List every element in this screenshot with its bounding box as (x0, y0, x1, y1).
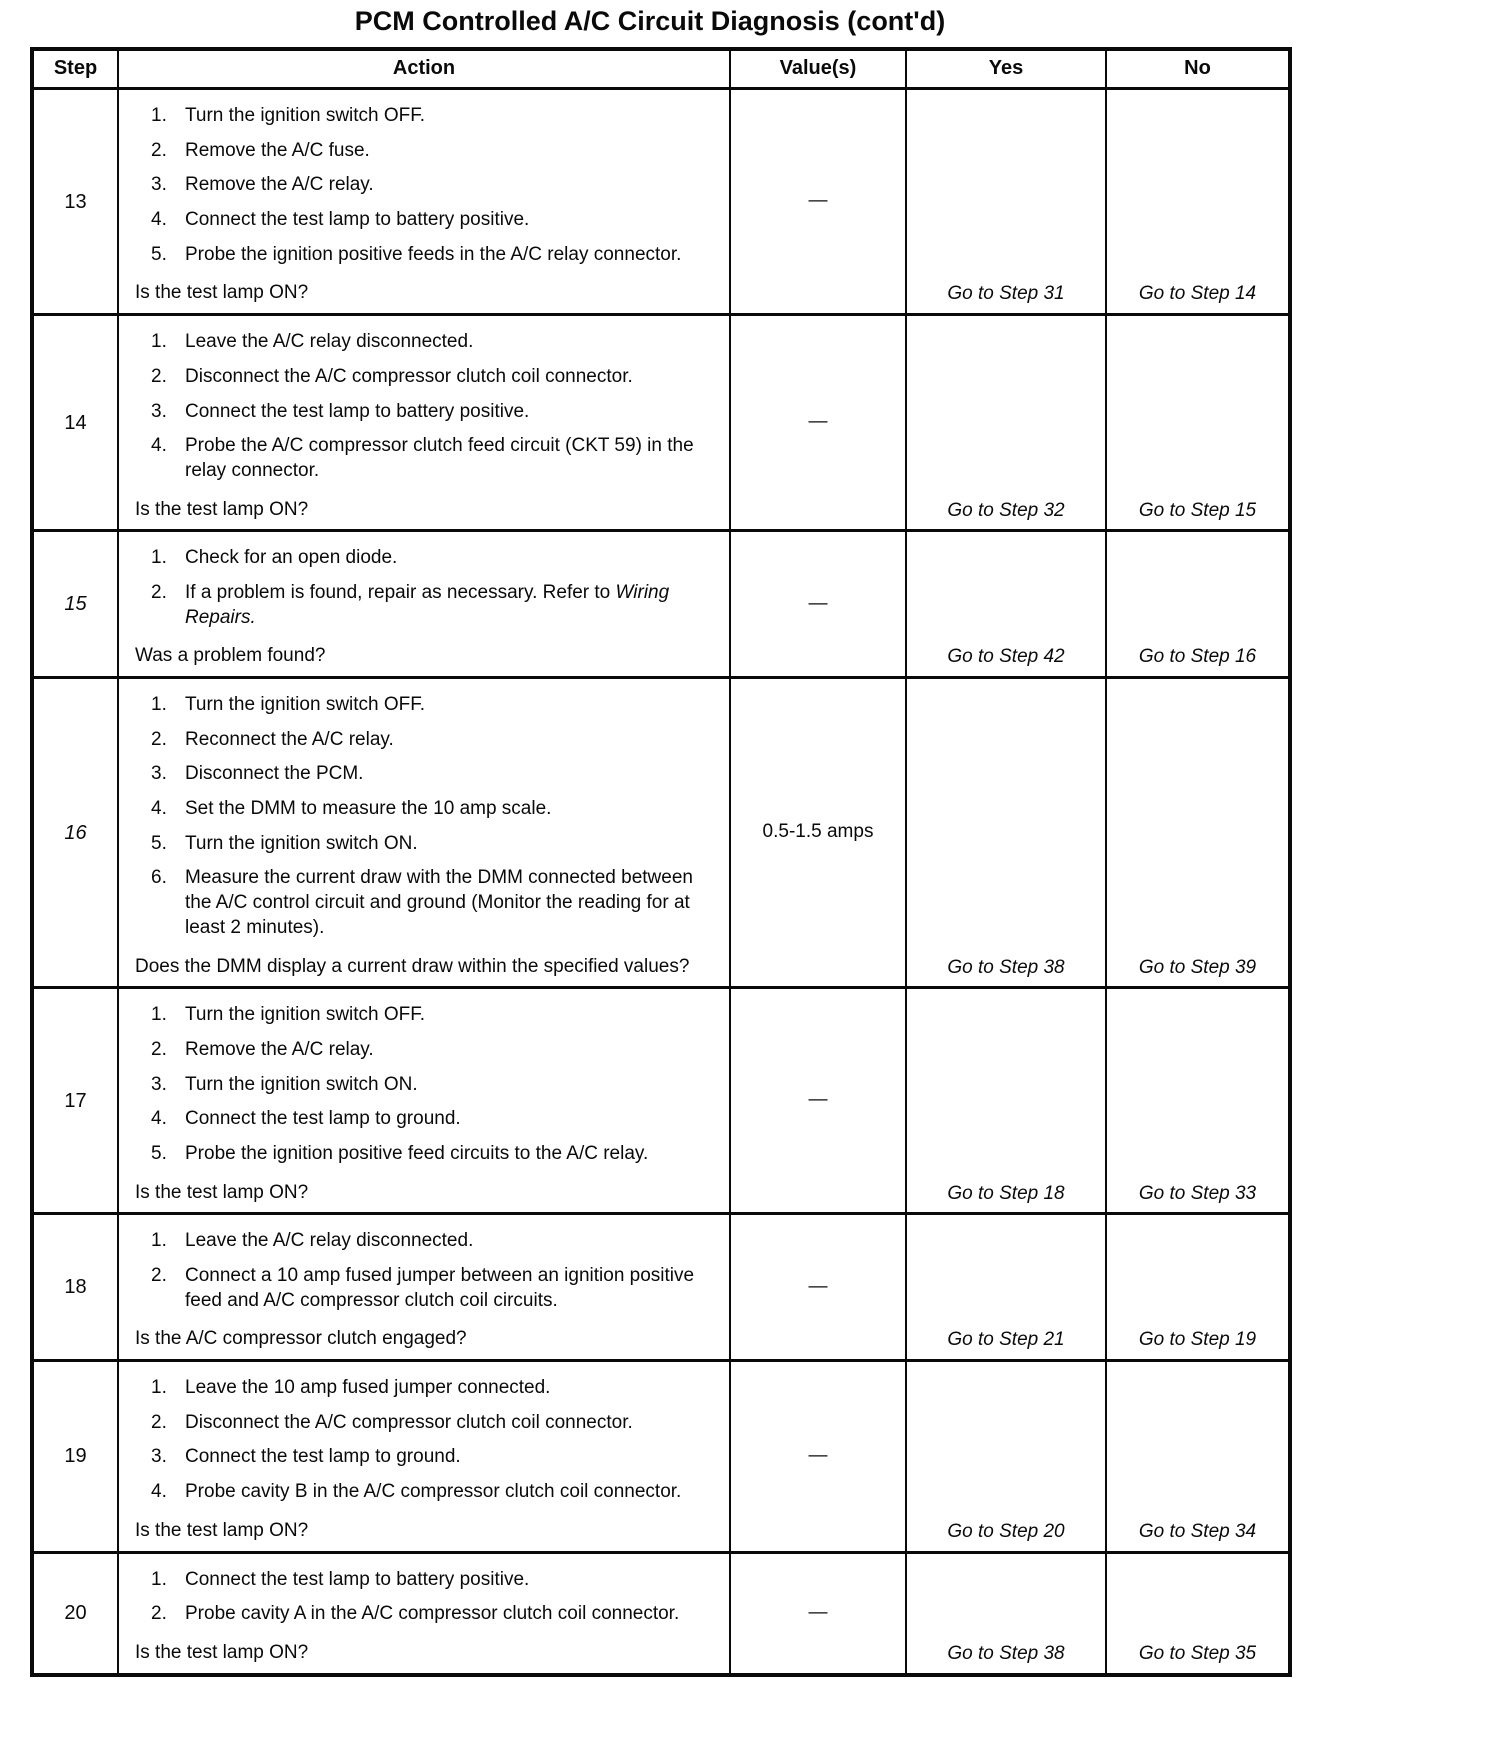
action-text: Probe the ignition positive feeds in the A/C relay connector. (185, 243, 682, 265)
value-cell: — (731, 1362, 907, 1550)
action-item (135, 866, 721, 940)
header-step: Step (34, 51, 119, 87)
action-number: 2. (151, 1265, 167, 1286)
action-number: 3. (151, 1073, 167, 1095)
action-text: Turn the ignition switch ON. (185, 832, 418, 854)
table-row (34, 316, 1288, 532)
action-text: Check for an open diode. (185, 547, 398, 569)
action-text: Leave the 10 amp fused jumper connected. (185, 1377, 551, 1399)
action-number: 5. (151, 243, 167, 265)
table-row (34, 1554, 1288, 1673)
action-number: 5. (151, 832, 167, 854)
table-row (34, 679, 1288, 989)
action-item (135, 365, 721, 390)
action-number: 1. (151, 331, 167, 353)
no-cell: Go to Step 14 (1138, 283, 1257, 305)
action-item (135, 330, 721, 355)
action-text: Connect the test lamp to battery positive. (185, 1568, 530, 1590)
action-item (135, 1107, 721, 1132)
action-number: 1. (151, 105, 167, 126)
step-cell (34, 989, 119, 1212)
table-row (34, 90, 1288, 316)
action-number: 3. (151, 1446, 167, 1468)
action-cell (119, 989, 731, 1212)
table-row (34, 989, 1288, 1215)
action-item (135, 762, 721, 787)
value-cell: — (731, 989, 907, 1212)
action-number: 2. (151, 581, 167, 603)
yes-cell: Go to Step 20 (907, 1362, 1107, 1550)
no-cell: Go to Step 19 (1138, 1329, 1257, 1351)
action-item (135, 546, 721, 571)
action-text: Disconnect the PCM. (185, 763, 364, 785)
action-text: Disconnect the A/C compressor clutch coil connector. (185, 365, 633, 387)
yes-cell: Go to Step 21 (907, 1215, 1107, 1359)
question-text: Was a problem found? (135, 645, 326, 667)
step-cell (34, 1554, 119, 1673)
table-header-row (34, 51, 1288, 90)
value-cell: — (731, 532, 907, 676)
step-number: 17 (64, 1089, 87, 1112)
question-text: Is the A/C compressor clutch engaged? (135, 1328, 467, 1350)
yes-cell: Go to Step 18 (907, 989, 1107, 1212)
action-item (135, 1142, 721, 1167)
table-body (34, 90, 1288, 1673)
action-item (135, 581, 721, 630)
yes-cell: Go to Step 38 (907, 1554, 1107, 1673)
yes-cell: Go to Step 32 (907, 316, 1107, 529)
question-text: Is the test lamp ON? (135, 1181, 309, 1203)
table-row (34, 1362, 1288, 1553)
action-number: 2. (151, 1411, 167, 1433)
action-item (135, 434, 721, 483)
diagnosis-table (30, 47, 1292, 1677)
action-text: Turn the ignition switch OFF. (185, 1004, 426, 1026)
action-item (135, 832, 721, 857)
action-text: Set the DMM to measure the 10 amp scale. (185, 798, 552, 820)
step-cell (34, 316, 119, 529)
action-item (135, 1480, 721, 1505)
page-title: PCM Controlled A/C Circuit Diagnosis (cont'd) (354, 6, 946, 36)
action-item (135, 243, 721, 268)
action-item (135, 1073, 721, 1098)
action-text: Leave the A/C relay disconnected. (185, 331, 474, 353)
action-number: 3. (151, 174, 167, 196)
step-cell (34, 90, 119, 313)
yes-cell: Go to Step 38 (907, 679, 1107, 986)
action-item (135, 104, 721, 129)
step-number: 19 (64, 1445, 87, 1468)
action-number: 2. (151, 365, 167, 387)
action-number: 3. (151, 400, 167, 422)
value-cell: — (731, 90, 907, 313)
step-cell (34, 1362, 119, 1550)
action-text: Disconnect the A/C compressor clutch coil connector. (185, 1411, 633, 1433)
action-number: 2. (151, 728, 167, 750)
action-text: Reconnect the A/C relay. (185, 728, 394, 750)
action-cell (119, 1362, 731, 1550)
action-cell (119, 679, 731, 986)
action-item (135, 728, 721, 753)
action-item (135, 797, 721, 822)
action-item (135, 208, 721, 233)
action-item (135, 1038, 721, 1063)
action-number: 1. (151, 1568, 167, 1590)
header-yes: Yes (907, 51, 1107, 87)
action-cell (119, 1554, 731, 1673)
action-number: 3. (151, 763, 167, 785)
action-text: Turn the ignition switch OFF. (185, 105, 426, 126)
value-cell: 0.5-1.5 amps (731, 679, 907, 986)
action-text: Probe the A/C compressor clutch feed circuit (CKT 59) in the relay connector. (185, 435, 694, 481)
action-item (135, 1229, 721, 1254)
yes-cell: Go to Step 42 (907, 532, 1107, 676)
no-cell: Go to Step 34 (1138, 1520, 1257, 1542)
value-cell: — (731, 316, 907, 529)
action-text: Remove the A/C relay. (185, 1038, 374, 1060)
action-text: Turn the ignition switch OFF. (185, 694, 426, 715)
step-cell (34, 532, 119, 676)
action-cell (119, 532, 731, 676)
table-row (34, 1215, 1288, 1362)
action-number: 1. (151, 1377, 167, 1399)
action-cell (119, 316, 731, 529)
action-cell (119, 90, 731, 313)
action-text-italic: Wiring Repairs. (185, 581, 670, 628)
no-cell: Go to Step 15 (1138, 499, 1257, 521)
action-text: Remove the A/C relay. (185, 174, 374, 196)
action-item (135, 1264, 721, 1313)
question-text: Is the test lamp ON? (135, 498, 309, 520)
step-number: 16 (64, 821, 87, 844)
action-text: Measure the current draw with the DMM connected between the A/C control circuit and ground (Monitor the reading for at least 2 minutes). (185, 867, 693, 938)
step-number: 13 (64, 190, 87, 213)
action-number: 5. (151, 1142, 167, 1164)
action-number: 2. (151, 1603, 167, 1625)
action-text: Leave the A/C relay disconnected. (185, 1230, 474, 1252)
action-item (135, 1376, 721, 1401)
action-item (135, 1003, 721, 1028)
action-text: If a problem is found, repair as necessary. Refer to Wiring Repairs. (185, 581, 670, 628)
action-text: Probe cavity B in the A/C compressor clutch coil connector. (185, 1481, 682, 1503)
action-item (135, 1602, 721, 1627)
step-number: 18 (64, 1276, 87, 1299)
action-item (135, 400, 721, 425)
yes-cell: Go to Step 31 (907, 90, 1107, 313)
action-item (135, 693, 721, 718)
action-text: Connect the test lamp to ground. (185, 1446, 461, 1468)
action-number: 1. (151, 547, 167, 569)
action-text: Connect a 10 amp fused jumper between an ignition positive feed and A/C compressor clutch coil circuits. (185, 1265, 695, 1311)
action-item (135, 173, 721, 198)
action-number: 2. (151, 1038, 167, 1060)
header-no: No (1184, 57, 1211, 79)
action-number: 4. (151, 209, 167, 231)
action-number: 2. (151, 139, 167, 161)
action-text: Turn the ignition switch ON. (185, 1073, 418, 1095)
action-number: 1. (151, 694, 167, 715)
action-number: 1. (151, 1004, 167, 1026)
step-cell (34, 1215, 119, 1359)
header-values: Value(s) (731, 51, 907, 87)
value-cell: — (731, 1554, 907, 1673)
action-text: Connect the test lamp to battery positive. (185, 400, 530, 422)
header-action: Action (119, 51, 731, 87)
action-number: 4. (151, 1108, 167, 1130)
action-item (135, 1411, 721, 1436)
no-cell: Go to Step 39 (1138, 956, 1257, 978)
no-cell: Go to Step 33 (1138, 1182, 1257, 1204)
action-number: 1. (151, 1230, 167, 1252)
question-text: Is the test lamp ON? (135, 282, 309, 304)
action-number: 4. (151, 798, 167, 820)
action-text: Probe cavity A in the A/C compressor clutch coil connector. (185, 1603, 680, 1625)
action-text: Connect the test lamp to battery positive. (185, 209, 530, 231)
step-number: 15 (64, 593, 87, 616)
table-row (34, 532, 1288, 679)
step-number: 14 (64, 411, 87, 434)
action-cell (119, 1215, 731, 1359)
no-cell: Go to Step 35 (1138, 1642, 1257, 1664)
action-item (135, 139, 721, 164)
action-item (135, 1445, 721, 1470)
action-text: Probe the ignition positive feed circuits to the A/C relay. (185, 1142, 649, 1164)
value-cell: — (731, 1215, 907, 1359)
question-text: Is the test lamp ON? (135, 1641, 309, 1663)
no-cell: Go to Step 16 (1138, 646, 1257, 668)
step-cell (34, 679, 119, 986)
action-item (135, 1568, 721, 1593)
action-number: 4. (151, 1481, 167, 1503)
question-text: Is the test lamp ON? (135, 1519, 309, 1541)
action-number: 6. (151, 867, 167, 889)
question-text: Does the DMM display a current draw within the specified values? (135, 955, 690, 977)
step-number: 20 (64, 1602, 87, 1625)
action-text: Connect the test lamp to ground. (185, 1108, 461, 1130)
action-number: 4. (151, 435, 167, 457)
action-text: Remove the A/C fuse. (185, 139, 370, 161)
